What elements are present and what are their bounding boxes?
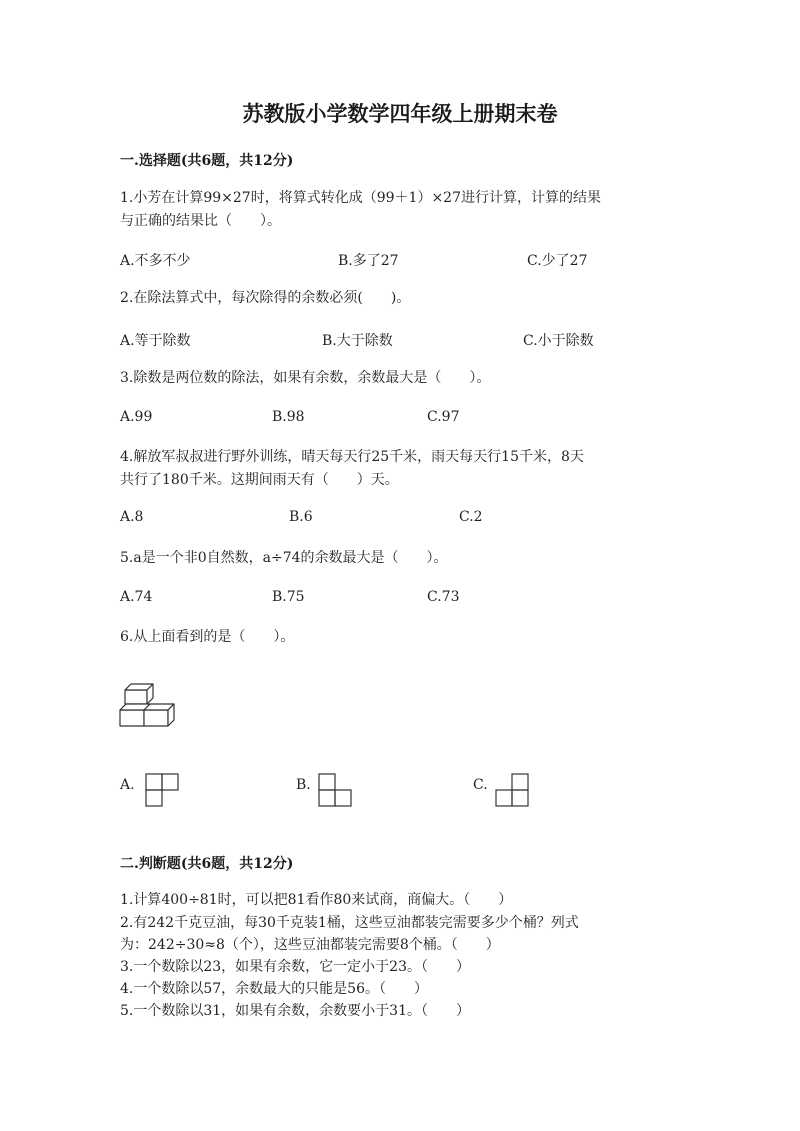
question-6-option-b[interactable]: B. bbox=[296, 777, 311, 793]
question-1-option-a[interactable]: A.不多不少 bbox=[120, 253, 191, 269]
question-3-option-c[interactable]: C.97 bbox=[427, 409, 460, 425]
question-6-option-a[interactable]: A. bbox=[120, 777, 135, 793]
question-4-option-b[interactable]: B.6 bbox=[289, 509, 313, 525]
question-2-option-c[interactable]: C.小于除数 bbox=[523, 333, 594, 349]
question-5-option-c[interactable]: C.73 bbox=[427, 589, 460, 605]
page-title: 苏教版小学数学四年级上册期末卷 bbox=[242, 101, 558, 126]
judgment-line-3: 为：242÷30≈8（个），这些豆油都装完需要8个桶。（ ） bbox=[120, 937, 500, 953]
judgment-line-2: 2.有242千克豆油，每30千克装1桶，这些豆油都装完需要多少个桶？列式 bbox=[120, 915, 579, 931]
section-heading-judgment: 二.判断题(共6题，共12分) bbox=[120, 856, 294, 872]
judgment-line-6: 5.一个数除以31，如果有余数，余数要小于31。（ ） bbox=[120, 1003, 470, 1019]
question-6-line-1: 6.从上面看到的是（ ）。 bbox=[120, 629, 295, 645]
question-2-line-1: 2.在除法算式中，每次除得的余数必须( )。 bbox=[120, 290, 411, 306]
question-4-line-1: 4.解放军叔叔进行野外训练，晴天每天行25千米，雨天每天行15千米，8天 bbox=[120, 449, 584, 465]
judgment-line-5: 4.一个数除以57，余数最大的只能是56。（ ） bbox=[120, 981, 428, 997]
question-5-option-b[interactable]: B.75 bbox=[272, 589, 305, 605]
question-6-option-c[interactable]: C. bbox=[473, 777, 488, 793]
question-3-option-a[interactable]: A.99 bbox=[120, 409, 153, 425]
option-a-top-view-shape bbox=[145, 773, 179, 807]
question-1-line-1: 1.小芳在计算99×27时，将算式转化成（99＋1）×27进行计算，计算的结果 bbox=[120, 190, 601, 206]
question-4-option-c[interactable]: C.2 bbox=[459, 509, 483, 525]
question-1-option-c[interactable]: C.少了27 bbox=[527, 253, 588, 269]
question-1-line-2: 与正确的结果比（ ）。 bbox=[120, 213, 281, 229]
question-4-option-a[interactable]: A.8 bbox=[120, 509, 144, 525]
section-heading-choice: 一.选择题(共6题，共12分) bbox=[120, 153, 294, 169]
judgment-line-1: 1.计算400÷81时，可以把81看作80来试商，商偏大。（ ） bbox=[120, 892, 513, 908]
question-1-option-b[interactable]: B.多了27 bbox=[338, 253, 399, 269]
question-2-option-a[interactable]: A.等于除数 bbox=[120, 333, 191, 349]
question-2-option-b[interactable]: B.大于除数 bbox=[322, 333, 393, 349]
option-c-top-view-shape bbox=[495, 773, 529, 807]
question-3-line-1: 3.除数是两位数的除法，如果有余数，余数最大是（ ）。 bbox=[120, 370, 491, 386]
question-5-line-1: 5.a是一个非0自然数，a÷74的余数最大是（ ）。 bbox=[120, 550, 448, 566]
option-b-top-view-shape bbox=[318, 773, 352, 807]
judgment-line-4: 3.一个数除以23，如果有余数，它一定小于23。（ ） bbox=[120, 959, 470, 975]
question-5-option-a[interactable]: A.74 bbox=[120, 589, 153, 605]
cube-stack-figure bbox=[118, 680, 184, 728]
question-3-option-b[interactable]: B.98 bbox=[272, 409, 305, 425]
question-4-line-2: 共行了180千米。这期间雨天有（ ）天。 bbox=[120, 472, 399, 488]
